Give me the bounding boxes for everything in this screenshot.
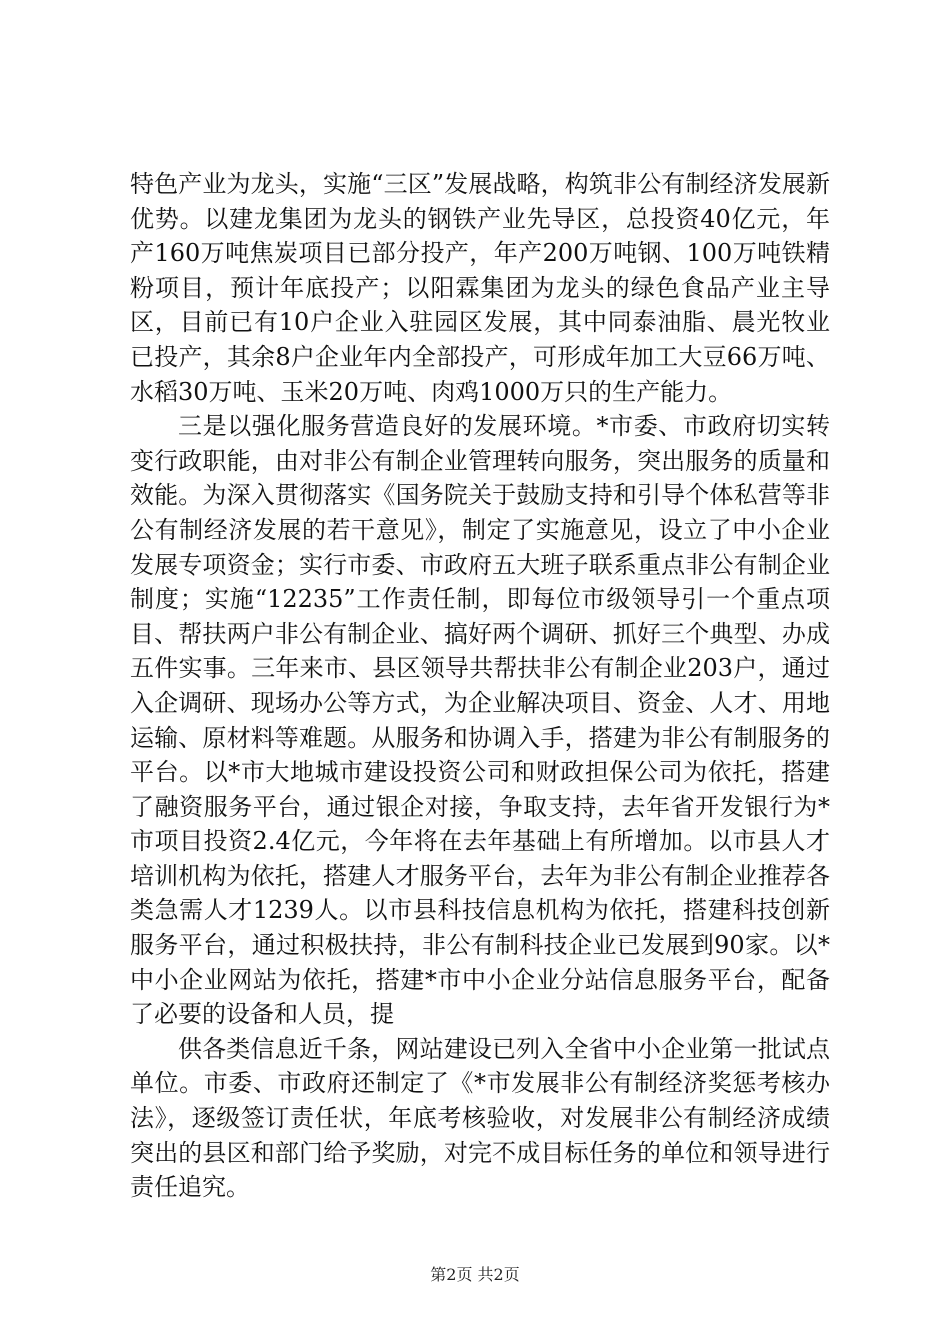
paragraph-continuation: 特色产业为龙头，实施“三区”发展战略，构筑非公有制经济发展新优势。以建龙集团为龙头的钢铁产业先导区，总投资40亿元，年产160万吨焦炭项目已部分投产，年产200万吨钢、100万吨铁精粉项目，预计年底投产；以阳霖集团为龙头的绿色食品产业主导区，目前已有10户企业入驻园区发展，其中同泰油脂、晨光牧业已投产，其余8户企业年内全部投产，可形成年加工大豆66万吨、水稻30万吨、玉米20万吨、肉鸡1000万只的生产能力。: [130, 170, 830, 406]
paragraph-services: 三是以强化服务营造良好的发展环境。*市委、市政府切实转变行政职能，由对非公有制企业管理转向服务，突出服务的质量和效能。为深入贯彻落实《国务院关于鼓励支持和引导个体私营等非公有制经济发展的若干意见》，制定了实施意见，设立了中小企业发展专项资金；实行市委、市政府五大班子联系重点非公有制企业制度；实施“12235”工作责任制，即每位市级领导引一个重点项目、帮扶两户非公有制企业、搞好两个调研、抓好三个典型、办成五件实事。三年来市、县区领导共帮扶非公有制企业203户，通过入企调研、现场办公等方式，为企业解决项目、资金、人才、用地运输、原材料等难题。从服务和协调入手，搭建为非公有制服务的平台。以*市大地城市建设投资公司和财政担保公司为依托，搭建了融资服务平台，通过银企对接，争取支持，去年省开发银行为*市项目投资2.4亿元，今年将在去年基础上有所增加。以市县人才培训机构为依托，搭建人才服务平台，去年为非公有制企业推荐各类急需人才1239人。以市县科技信息机构为依托，搭建科技创新服务平台，通过积极扶持，非公有制科技企业已发展到90家。以*中小企业网站为依托，搭建*市中小企业分站信息服务平台，配备了必要的设备和人员，提: [130, 412, 830, 1029]
document-body: [130, 167, 830, 1205]
paragraph-information: 供各类信息近千条，网站建设已列入全省中小企业第一批试点单位。市委、市政府还制定了《*市发展非公有制经济奖惩考核办法》，逐级签订责任状，年底考核验收，对发展非公有制经济成绩突出的县区和部门给予奖励，对完不成目标任务的单位和领导进行责任追究。: [130, 1034, 830, 1202]
page-number-footer: 第2页 共2页: [430, 1265, 520, 1284]
